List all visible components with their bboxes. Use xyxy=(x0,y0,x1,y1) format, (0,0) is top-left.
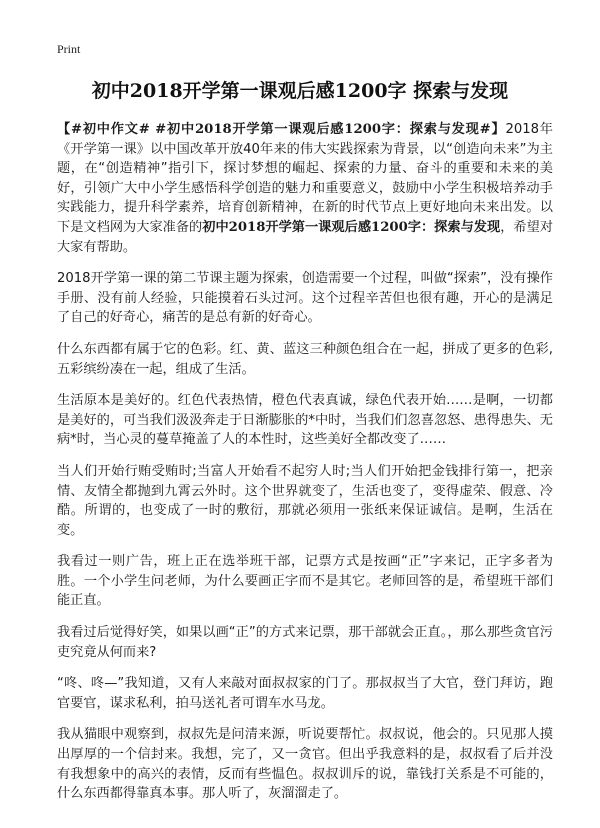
body-paragraph: 我看过一则广告，班上正在选举班干部，记票方式是按画“正”字来记，正字多者为胜。一个小学生问老师，为什么要画正字而不是其它。老师回答的是，希望班干部们能正直。 xyxy=(57,554,553,609)
intro-bold-title: 初中2018开学第一课观后感1200字：探索与发现 xyxy=(202,219,501,235)
body-paragraph: 什么东西都有属于它的色彩。红、黄、蓝这三种颜色组合在一起，拼成了更多的色彩,五彩缤纷凑在一起，组成了生活。 xyxy=(57,341,553,377)
body-paragraph: 2018开学第一课的第二节课主题为探索，创造需要一个过程，叫做“探索”，没有操作手册、没有前人经验，只能摸着石头过河。这个过程辛苦但也很有趣，开心的是满足了自己的好奇心，痛苦的是总有新的好奇心。 xyxy=(57,271,553,326)
intro-tag: 【#初中作文# #初中2018开学第一课观后感1200字：探索与发现#】 xyxy=(57,122,506,137)
article-body xyxy=(57,120,553,816)
body-paragraph: 生活原本是美好的。红色代表热情，橙色代表真诚，绿色代表开始……是啊，一切都是美好的，可当我们汲汲奔走于日渐膨胀的*中时，当我们们忽喜忽怒、患得患失、无病*时，当心灵的蔓草掩盖了人的本性时，这些美好全都改变了…… xyxy=(57,393,553,448)
body-paragraph: 当人们开始行贿受贿时;当富人开始看不起穷人时;当人们开始把金钱排行第一，把亲情、友情全都抛到九霄云外时。这个世界就变了，生活也变了，变得虚荣、假意、冷酷。所谓的，也变成了一时的敷衍，那就必须用一张纸来保证诚信。是啊，生活在变。 xyxy=(57,463,553,538)
intro-text-a: 2018年《开学第一课》以中国改革开放40年来的伟大实践探索为背景，以“创造向未来”为主题，在“创造精神”指引下，探讨梦想的崛起、探索的力量、奋斗的重要和未来的美好，引领广大中小学生感悟科学创造的魅力和重要意义，鼓励中小学生积极培养动手实践能力，提升科学素养，培育创新精神，在新的时代节点上更好地向未来出发。以下是文档网为大家准备的 xyxy=(57,122,553,235)
intro-text-c: ，希望对大家有帮助。 xyxy=(57,219,554,255)
body-paragraph: 我从猫眼中观察到，叔叔先是问清来源，听说要帮忙。叔叔说，他会的。只见那人摸出厚厚的一个信封来。我想，完了，又一贪官。但出乎我意料的是，叔叔看了后并没有我想象中的高兴的表情，反而有些愠色。叔叔训斥的说，靠钱打关系是不可能的，什么东西都得靠真本事。那人听了，灰溜溜走了。 xyxy=(57,727,553,802)
page-title: 初中2018开学第一课观后感1200字 探索与发现 xyxy=(91,80,509,102)
body-paragraph: 我看过后觉得好笑，如果以画“正”的方式来记票，那干部就会正直。，那么那些贪官污吏究竟从何而来? xyxy=(57,625,553,660)
intro-paragraph xyxy=(57,120,553,257)
print-label: Print xyxy=(57,42,81,56)
body-paragraph: “咚、咚—”我知道，又有人来敲对面叔叔家的门了。那叔叔当了大官，登门拜访，跑官要官，谋求私利，拍马送礼者可谓车水马龙。 xyxy=(57,676,553,711)
